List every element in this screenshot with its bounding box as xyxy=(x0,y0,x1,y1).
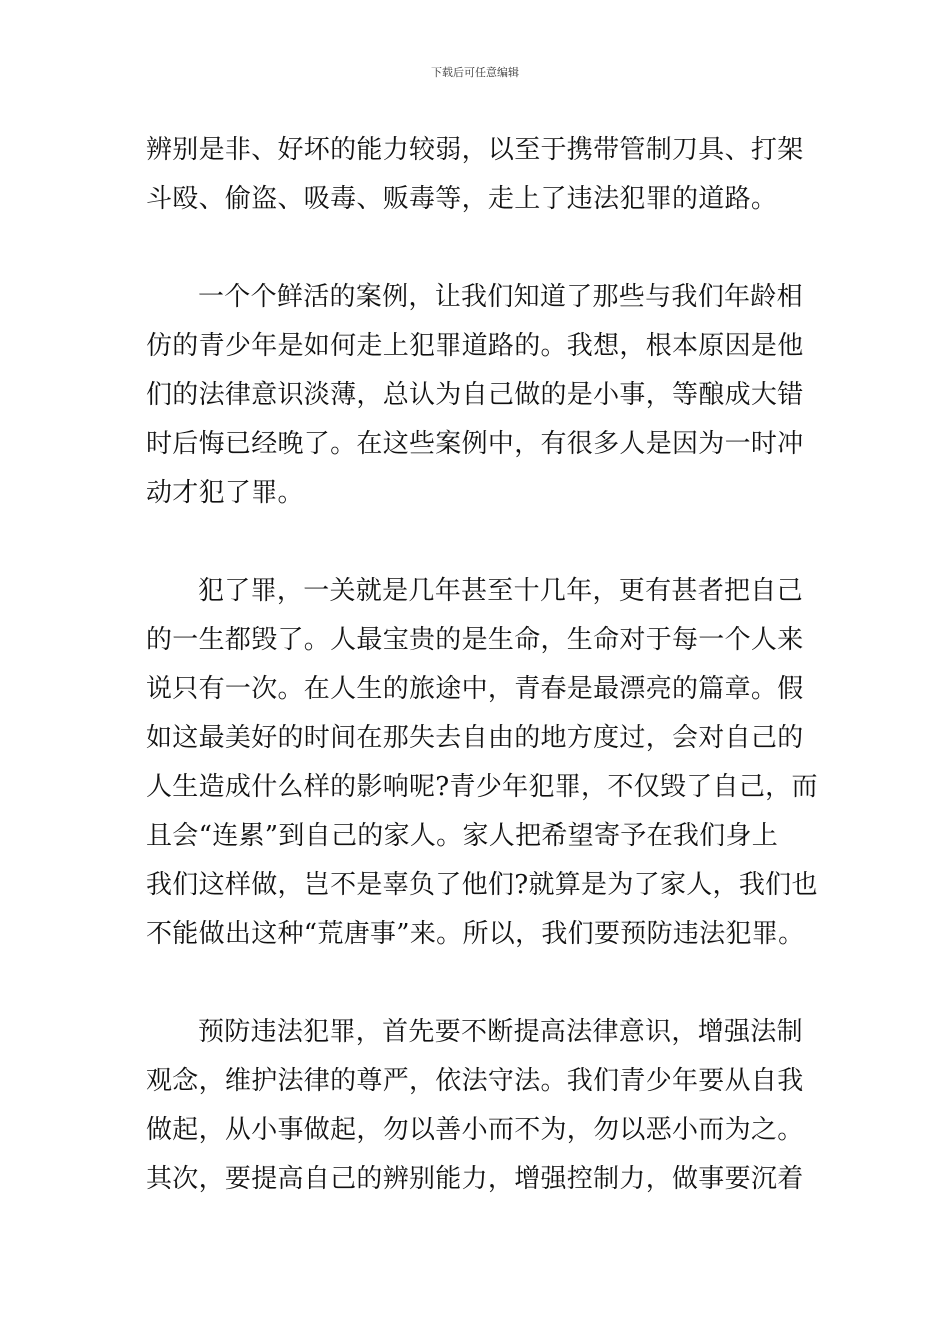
paragraph-line: 时后悔已经晚了。在这些案例中，有很多人是因为一时冲 xyxy=(146,429,804,459)
paragraph-4 xyxy=(146,1008,808,1204)
paragraph-line: 仿的青少年是如何走上犯罪道路的。我想，根本原因是他 xyxy=(146,331,804,361)
paragraph-3 xyxy=(146,567,818,959)
paragraph-gap xyxy=(146,224,808,273)
paragraph-line: 预防违法犯罪，首先要不断提高法律意识，增强法制 xyxy=(198,1017,803,1047)
paragraph-line: 斗殴、偷盗、吸毒、贩毒等，走上了违法犯罪的道路。 xyxy=(146,184,778,214)
paragraph-line: 不能做出这种“荒唐事”来。所以，我们要预防违法犯罪。 xyxy=(146,919,805,949)
paragraph-line: 且会“连累”到自己的家人。家人把希望寄予在我们身上 xyxy=(146,821,779,851)
paragraph-line: 其次，要提高自己的辨别能力，增强控制力，做事要沉着 xyxy=(146,1164,804,1194)
paragraph-1 xyxy=(146,126,808,224)
paragraph-2 xyxy=(146,273,808,518)
paragraph-line: 犯了罪，一关就是几年甚至十几年，更有甚者把自己 xyxy=(198,576,803,606)
page-header: 下载后可任意编辑 xyxy=(431,66,519,79)
paragraph-line: 一个个鲜活的案例，让我们知道了那些与我们年龄相 xyxy=(198,282,803,312)
paragraph-gap xyxy=(146,959,808,1008)
paragraph-line: 说只有一次。在人生的旅途中，青春是最漂亮的篇章。假 xyxy=(146,674,804,704)
paragraph-line: 们的法律意识淡薄，总认为自己做的是小事，等酿成大错 xyxy=(146,380,804,410)
paragraph-gap xyxy=(146,518,808,567)
document-body xyxy=(146,126,818,1204)
paragraph-line: 做起，从小事做起，勿以善小而不为，勿以恶小而为之。 xyxy=(146,1115,804,1145)
paragraph-line: 如这最美好的时间在那失去自由的地方度过，会对自己的 xyxy=(146,723,804,753)
paragraph-line: 动才犯了罪。 xyxy=(146,478,304,508)
paragraph-line: 我们这样做，岂不是辜负了他们?就算是为了家人，我们也 xyxy=(146,870,818,900)
paragraph-line: 的一生都毁了。人最宝贵的是生命，生命对于每一个人来 xyxy=(146,625,804,655)
paragraph-line: 辨别是非、好坏的能力较弱，以至于携带管制刀具、打架 xyxy=(146,135,804,165)
paragraph-line: 人生造成什么样的影响呢?青少年犯罪，不仅毁了自己，而 xyxy=(146,772,818,802)
paragraph-line: 观念，维护法律的尊严，依法守法。我们青少年要从自我 xyxy=(146,1066,804,1096)
